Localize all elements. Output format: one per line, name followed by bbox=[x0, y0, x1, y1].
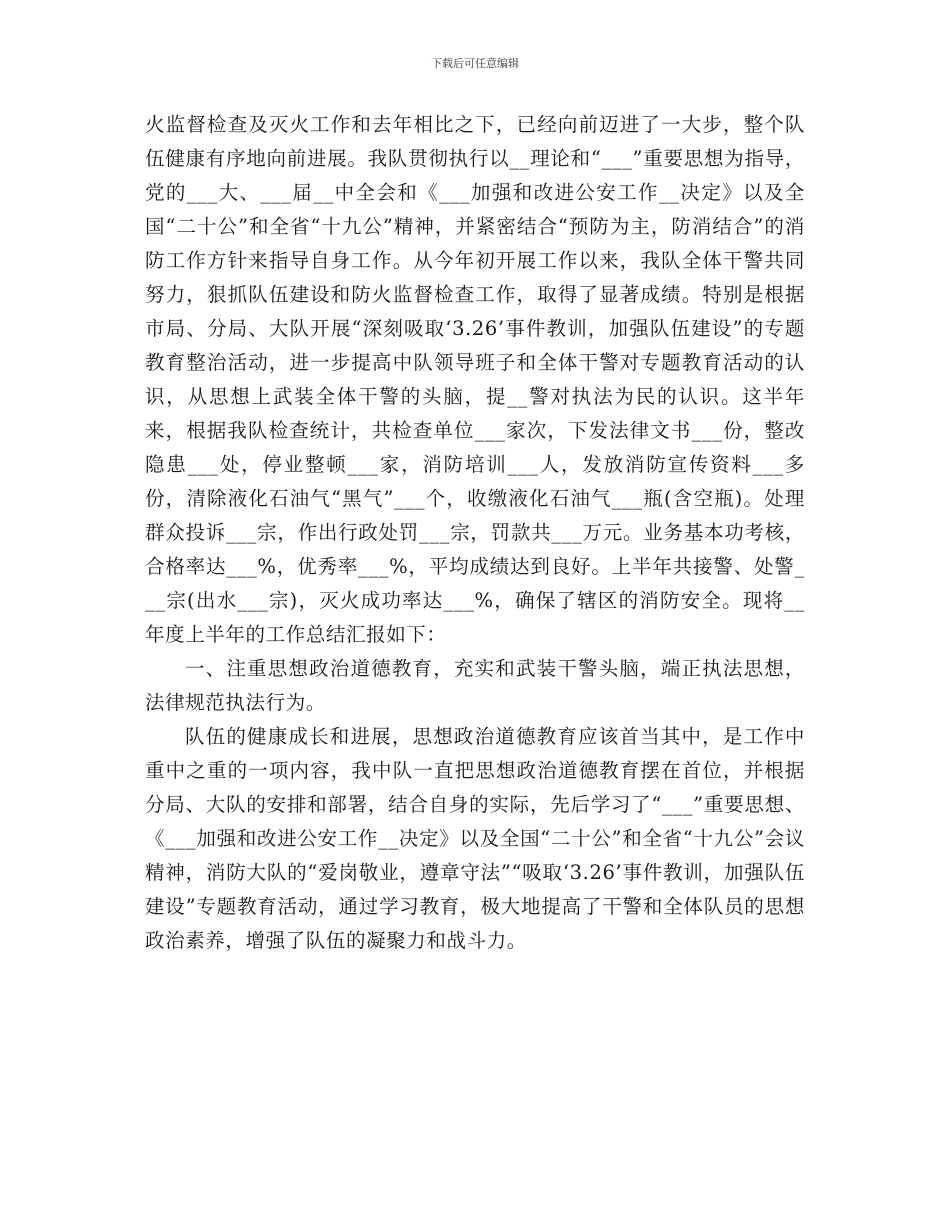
page-header-note: 下载后可任意编辑 bbox=[431, 57, 519, 70]
paragraph-section-body: 队伍的健康成长和进展，思想政治道德教育应该首当其中，是工作中重中之重的一项内容，我中队一直把思想政治道德教育摆在首位，并根据分局、大队的安排和部署，结合自身的实际，先后学习了“___”重要思想、《___加强和改进公安工作__决定》以及全国“二十公”和全省“十九公”会议精神，消防大队的“爱岗敬业，遵章守法”“吸取‘3.26’事件教训，加强队伍建设”专题教育活动，通过学习教育，极大地提高了干警和全体队员的思想政治素养，增强了队伍的凝聚力和战斗力。 bbox=[145, 725, 805, 952]
document-body bbox=[145, 108, 805, 958]
paragraph-section-heading: 一、注重思想政治道德教育，充实和武装干警头脑，端正执法思想，法律规范执法行为。 bbox=[145, 657, 805, 714]
paragraph-intro: 火监督检查及灭火工作和去年相比之下，已经向前迈进了一大步，整个队伍健康有序地向前进展。我队贯彻执行以__理论和“___”重要思想为指导，党的___大、___届__中全会和《___加强和改进公安工作__决定》以及全国“二十公”和全省“十九公”精神，并紧密结合“预防为主，防消结合”的消防工作方针来指导自身工作。从今年初开展工作以来，我队全体干警共同努力，狠抓队伍建设和防火监督检查工作，取得了显著成绩。特别是根据市局、分局、大队开展“深刻吸取‘3.26’事件教训，加强队伍建设”的专题教育整治活动，进一步提高中队领导班子和全体干警对专题教育活动的认识，从思想上武装全体干警的头脑，提__警对执法为民的认识。这半年来，根据我队检查统计，共检查单位___家次，下发法律文书___份，整改隐患___处，停业整顿___家，消防培训___人，发放消防宣传资料___多份，清除液化石油气“黑气”___个，收缴液化石油气___瓶(含空瓶)。处理群众投诉___宗，作出行政处罚___宗，罚款共___万元。业务基本功考核，合格率达___%，优秀率___%，平均成绩达到良好。上半年共接警、处警___宗(出水___宗)，灭火成功率达___%，确保了辖区的消防安全。现将__年度上半年的工作总结汇报如下： bbox=[145, 113, 805, 646]
